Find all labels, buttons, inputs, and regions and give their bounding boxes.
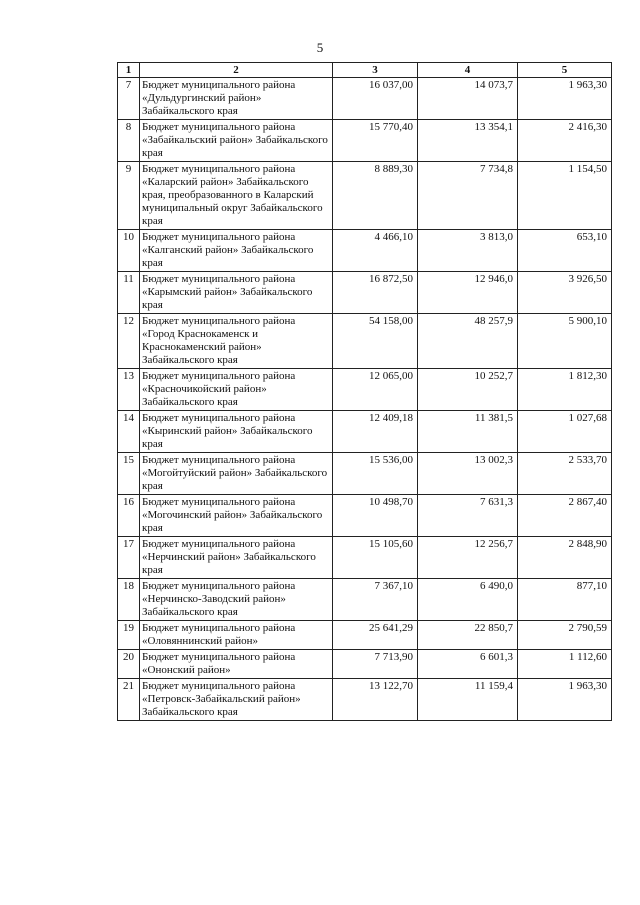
column-5-value-cell: 2 416,30 [518,120,612,162]
budget-name-cell: Бюджет муниципального района «Могочинский район» Забайкальского края [140,495,333,537]
row-number-cell: 15 [118,453,140,495]
table-row [118,78,612,120]
row-number-cell: 12 [118,314,140,369]
budget-name-cell: Бюджет муниципального района «Кыринский район» Забайкальского края [140,411,333,453]
table-row [118,650,612,679]
column-5-value-cell: 1 154,50 [518,162,612,230]
budget-name-cell: Бюджет муниципального района «Красночикойский район» Забайкальского края [140,369,333,411]
column-5-value-cell: 2 533,70 [518,453,612,495]
column-4-value-cell: 10 252,7 [418,369,518,411]
column-3-value-cell: 7 713,90 [333,650,418,679]
column-5-value-cell: 1 112,60 [518,650,612,679]
column-3-value-cell: 54 158,00 [333,314,418,369]
budget-name-cell: Бюджет муниципального района «Нерчинско-Заводский район» Забайкальского края [140,579,333,621]
row-number-cell: 14 [118,411,140,453]
row-number-cell: 17 [118,537,140,579]
budget-name-cell: Бюджет муниципального района «Город Краснокаменск и Краснокаменский район» Забайкальского края [140,314,333,369]
row-number-cell: 9 [118,162,140,230]
column-header: 1 [118,63,140,78]
column-3-value-cell: 15 536,00 [333,453,418,495]
column-5-value-cell: 877,10 [518,579,612,621]
table-row [118,369,612,411]
column-header: 3 [333,63,418,78]
column-4-value-cell: 22 850,7 [418,621,518,650]
row-number-cell: 19 [118,621,140,650]
table-header-row [118,63,612,78]
column-4-value-cell: 13 354,1 [418,120,518,162]
column-3-value-cell: 16 037,00 [333,78,418,120]
column-3-value-cell: 13 122,70 [333,679,418,721]
budget-name-cell: Бюджет муниципального района «Петровск-Забайкальский район» Забайкальского края [140,679,333,721]
column-4-value-cell: 14 073,7 [418,78,518,120]
column-5-value-cell: 5 900,10 [518,314,612,369]
column-3-value-cell: 12 065,00 [333,369,418,411]
column-3-value-cell: 15 105,60 [333,537,418,579]
column-5-value-cell: 2 790,59 [518,621,612,650]
page-number: 5 [316,40,324,55]
budget-name-cell: Бюджет муниципального района «Калганский район» Забайкальского края [140,230,333,272]
table-row [118,272,612,314]
budget-name-cell: Бюджет муниципального района «Забайкальский район» Забайкальского края [140,120,333,162]
table-row [118,411,612,453]
column-5-value-cell: 653,10 [518,230,612,272]
column-4-value-cell: 48 257,9 [418,314,518,369]
column-5-value-cell: 1 027,68 [518,411,612,453]
column-4-value-cell: 12 256,7 [418,537,518,579]
column-5-value-cell: 1 963,30 [518,679,612,721]
table-row [118,537,612,579]
column-5-value-cell: 3 926,50 [518,272,612,314]
table-row [118,314,612,369]
row-number-cell: 20 [118,650,140,679]
table-row [118,230,612,272]
column-5-value-cell: 2 848,90 [518,537,612,579]
budget-name-cell: Бюджет муниципального района «Карымский район» Забайкальского края [140,272,333,314]
column-5-value-cell: 1 812,30 [518,369,612,411]
row-number-cell: 7 [118,78,140,120]
column-3-value-cell: 12 409,18 [333,411,418,453]
column-4-value-cell: 3 813,0 [418,230,518,272]
column-4-value-cell: 7 734,8 [418,162,518,230]
row-number-cell: 11 [118,272,140,314]
column-3-value-cell: 15 770,40 [333,120,418,162]
table-row [118,679,612,721]
row-number-cell: 13 [118,369,140,411]
column-4-value-cell: 12 946,0 [418,272,518,314]
row-number-cell: 10 [118,230,140,272]
column-header: 5 [518,63,612,78]
table-row [118,495,612,537]
row-number-cell: 21 [118,679,140,721]
column-4-value-cell: 6 490,0 [418,579,518,621]
budget-name-cell: Бюджет муниципального района «Дульдургинский район» Забайкальского края [140,78,333,120]
budget-name-cell: Бюджет муниципального района «Нерчинский район» Забайкальского края [140,537,333,579]
budget-name-cell: Бюджет муниципального района «Могойтуйский район» Забайкальского края [140,453,333,495]
column-header: 4 [418,63,518,78]
column-4-value-cell: 7 631,3 [418,495,518,537]
column-3-value-cell: 25 641,29 [333,621,418,650]
budget-name-cell: Бюджет муниципального района «Оловяннинский район» [140,621,333,650]
table-row [118,120,612,162]
column-3-value-cell: 16 872,50 [333,272,418,314]
column-3-value-cell: 4 466,10 [333,230,418,272]
column-4-value-cell: 6 601,3 [418,650,518,679]
column-3-value-cell: 8 889,30 [333,162,418,230]
table-row [118,162,612,230]
budget-table [117,62,612,721]
row-number-cell: 16 [118,495,140,537]
column-4-value-cell: 13 002,3 [418,453,518,495]
table-row [118,621,612,650]
row-number-cell: 18 [118,579,140,621]
table-row [118,579,612,621]
column-5-value-cell: 1 963,30 [518,78,612,120]
table-body [118,78,612,721]
column-3-value-cell: 10 498,70 [333,495,418,537]
budget-name-cell: Бюджет муниципального района «Каларский район» Забайкальского края, преобразованного в Каларский муниципальный округ Забайкальского края [140,162,333,230]
column-4-value-cell: 11 159,4 [418,679,518,721]
table-row [118,453,612,495]
column-5-value-cell: 2 867,40 [518,495,612,537]
column-3-value-cell: 7 367,10 [333,579,418,621]
column-header: 2 [140,63,333,78]
column-4-value-cell: 11 381,5 [418,411,518,453]
budget-name-cell: Бюджет муниципального района «Ононский район» [140,650,333,679]
row-number-cell: 8 [118,120,140,162]
